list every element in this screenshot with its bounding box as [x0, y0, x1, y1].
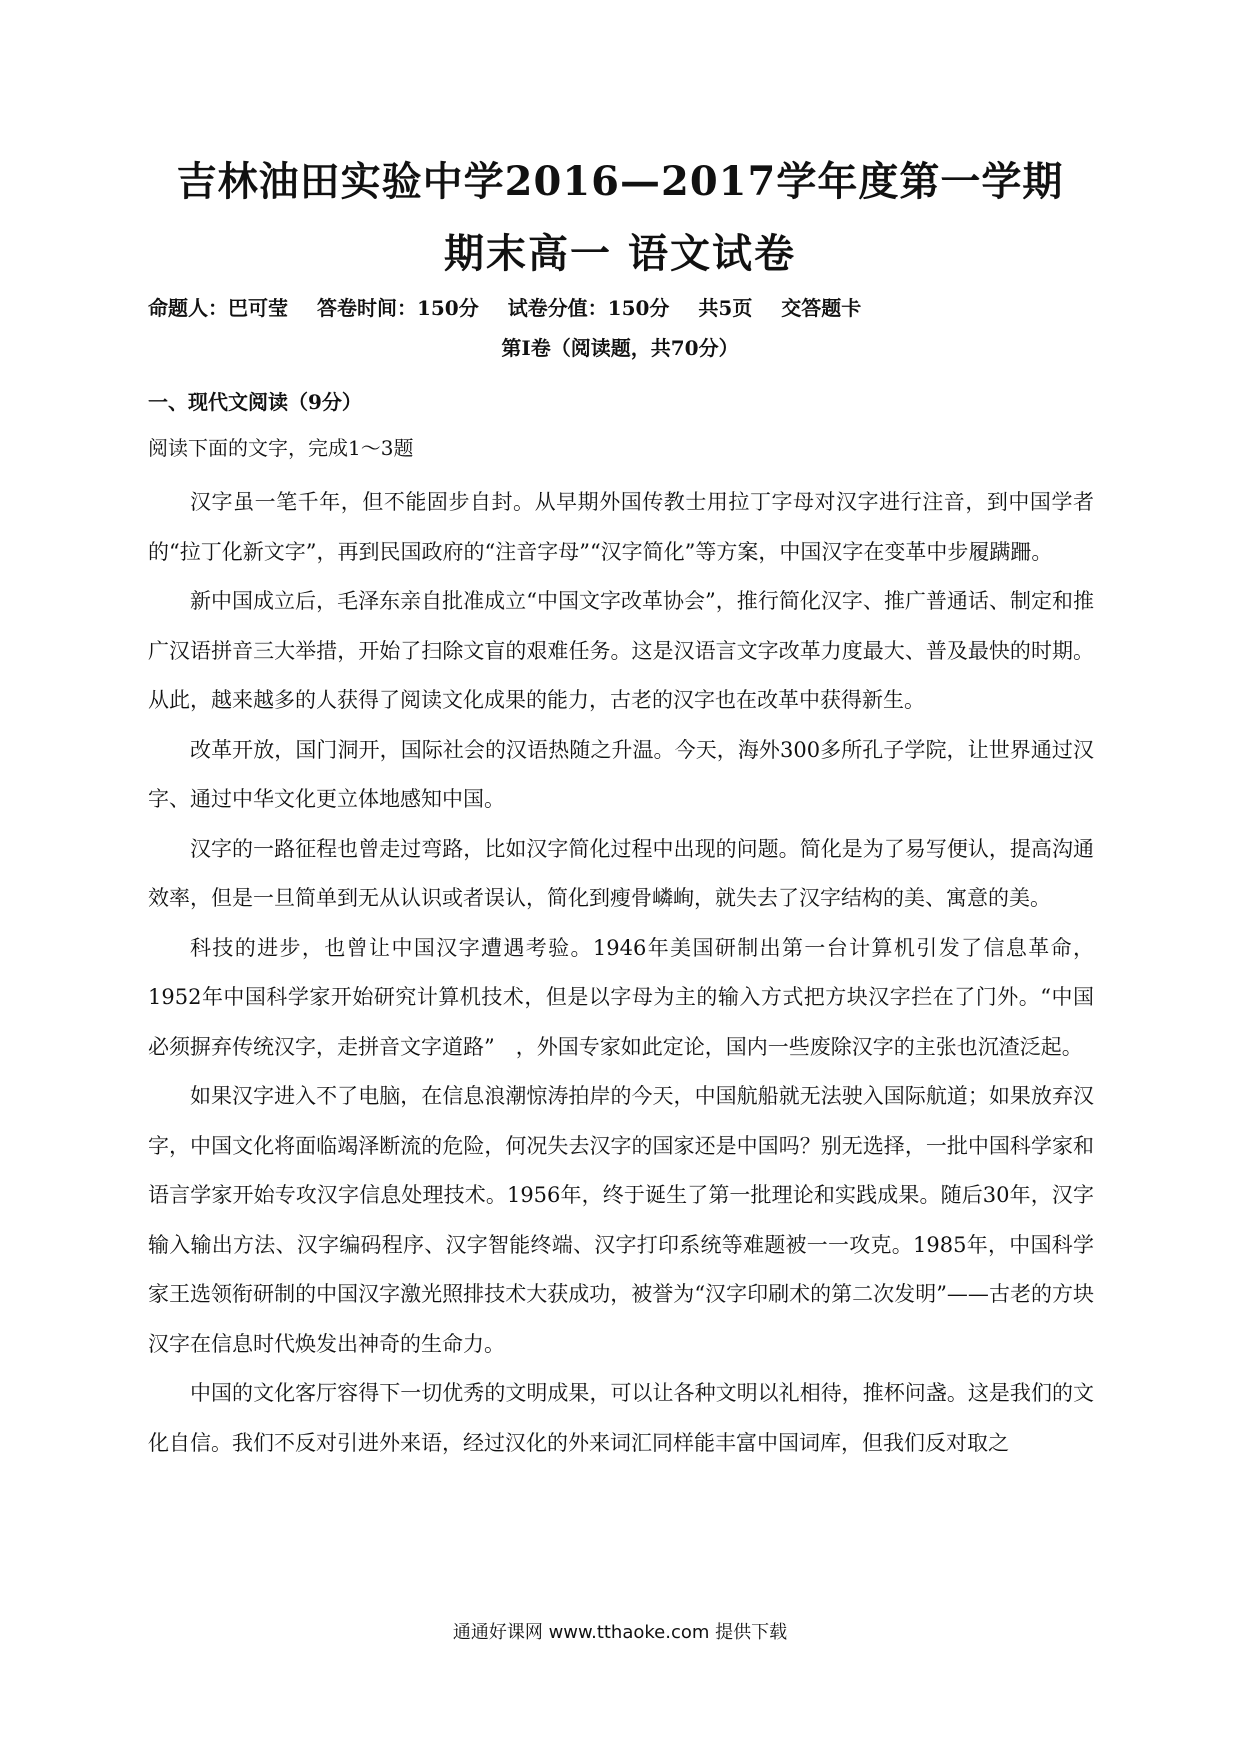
passage-paragraph: 中国的文化客厅容得下一切优秀的文明成果，可以让各种文明以礼相待，推杯问盏。这是我们的文化自信。我们不反对引进外来语，经过汉化的外来词汇同样能丰富中国词库，但我们反对取之 [148, 1381, 1094, 1455]
meta-score: 试卷分值：150分 [507, 296, 670, 320]
passage-paragraph: 如果汉字进入不了电脑，在信息浪潮惊涛拍岸的今天，中国航船就无法驶入国际航道；如果放弃汉字，中国文化将面临竭泽断流的危险，何况失去汉字的国家还是中国吗？别无选择，一批中国科学家和语言学家开始专攻汉字信息处理技术。1956年，终于诞生了第一批理论和实践成果。随后30年，汉字输入输出方法、汉字编码程序、汉字智能终端、汉字打印系统等难题被一一攻克。1985年，中国科学家王选领衔研制的中国汉字激光照排技术大获成功，被誉为“汉字印刷术的第二次发明”——古老的方块汉字在信息时代焕发出神奇的生命力。 [148, 1084, 1094, 1356]
meta-pages: 共5页 [698, 296, 753, 320]
meta-time: 答卷时间：150分 [316, 296, 479, 320]
passage-paragraph: 新中国成立后，毛泽东亲自批准成立“中国文字改革协会”，推行简化汉字、推广普通话、制定和推广汉语拼音三大举措，开始了扫除文盲的艰难任务。这是汉语言文字改革力度最大、普及最快的时期。从此，越来越多的人获得了阅读文化成果的能力，古老的汉字也在改革中获得新生。 [148, 589, 1094, 712]
passage-paragraph: 汉字虽一笔千年，但不能固步自封。从早期外国传教士用拉丁字母对汉字进行注音，到中国学者的“拉丁化新文字”，再到民国政府的“注音字母”“汉字简化”等方案，中国汉字在变革中步履蹒跚。 [148, 490, 1094, 564]
exam-title: 吉林油田实验中学2016—2017学年度第一学期 [176, 158, 1064, 205]
meta-author: 命题人：巴可莹 [148, 296, 288, 320]
meta-submit: 交答题卡 [781, 296, 862, 320]
volume-heading: 第Ⅰ卷（阅读题，共70分） [501, 336, 739, 360]
download-footer: 通通好课网 www.tthaoke.com 提供下载 [452, 1622, 788, 1643]
section-instruction: 阅读下面的文字，完成1～3题 [148, 436, 414, 460]
section-heading: 一、现代文阅读（9分） [148, 390, 362, 414]
exam-subtitle: 期末高一 语文试卷 [444, 230, 796, 277]
exam-meta [148, 292, 1148, 321]
passage-paragraph: 汉字的一路征程也曾走过弯路，比如汉字简化过程中出现的问题。简化是为了易写便认，提高沟通效率，但是一旦简单到无从认识或者误认，简化到瘦骨嶙峋，就失去了汉字结构的美、寓意的美。 [148, 836, 1094, 910]
reading-passage [148, 478, 1094, 1468]
passage-paragraph: 改革开放，国门洞开，国际社会的汉语热随之升温。今天，海外300多所孔子学院，让世界通过汉字、通过中华文化更立体地感知中国。 [148, 737, 1094, 811]
passage-paragraph: 科技的进步，也曾让中国汉字遭遇考验。1946年美国研制出第一台计算机引发了信息革命，1952年中国科学家开始研究计算机技术，但是以字母为主的输入方式把方块汉字拦在了门外。“中国必须摒弃传统汉字，走拼音文字道路” ，外国专家如此定论，国内一些废除汉字的主张也沉渣泛起。 [148, 935, 1094, 1059]
